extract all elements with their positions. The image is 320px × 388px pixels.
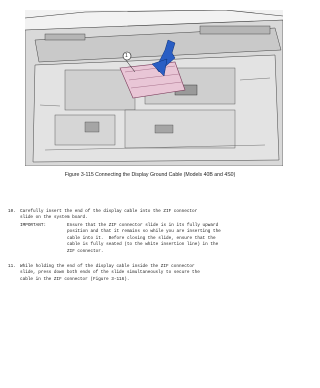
- important-label: IMPORTANT:: [20, 223, 47, 228]
- important-text: Ensure that the ZIF connector slide is in its fully upward position and that it remains so while you are inserting the cable into it. Before closing the slide, ensure that the cable is fully seated (to the white insertion line) in the ZIF connector.: [67, 223, 221, 254]
- callout-number: 1: [125, 52, 128, 59]
- important-note: [20, 223, 282, 255]
- step-number: 11.: [8, 264, 16, 269]
- step-10: [8, 209, 290, 222]
- step-text: Carefully insert the end of the display cable into the ZIF connector slide on the system board.: [20, 209, 198, 221]
- step-text: While holding the end of the display cable inside the ZIF connector slide, press down both ends of the slide simultaneously to secure the cable in the ZIF connector (Figure 3-116).: [20, 264, 200, 282]
- laptop-illustration: [25, 10, 283, 166]
- step-number: 10.: [8, 209, 16, 214]
- display-cable-drawing: [25, 10, 283, 166]
- figure-caption: Figure 3-115 Connecting the Display Ground Cable (Models 40B and 4S0): [64, 172, 236, 178]
- step-11: [8, 264, 290, 283]
